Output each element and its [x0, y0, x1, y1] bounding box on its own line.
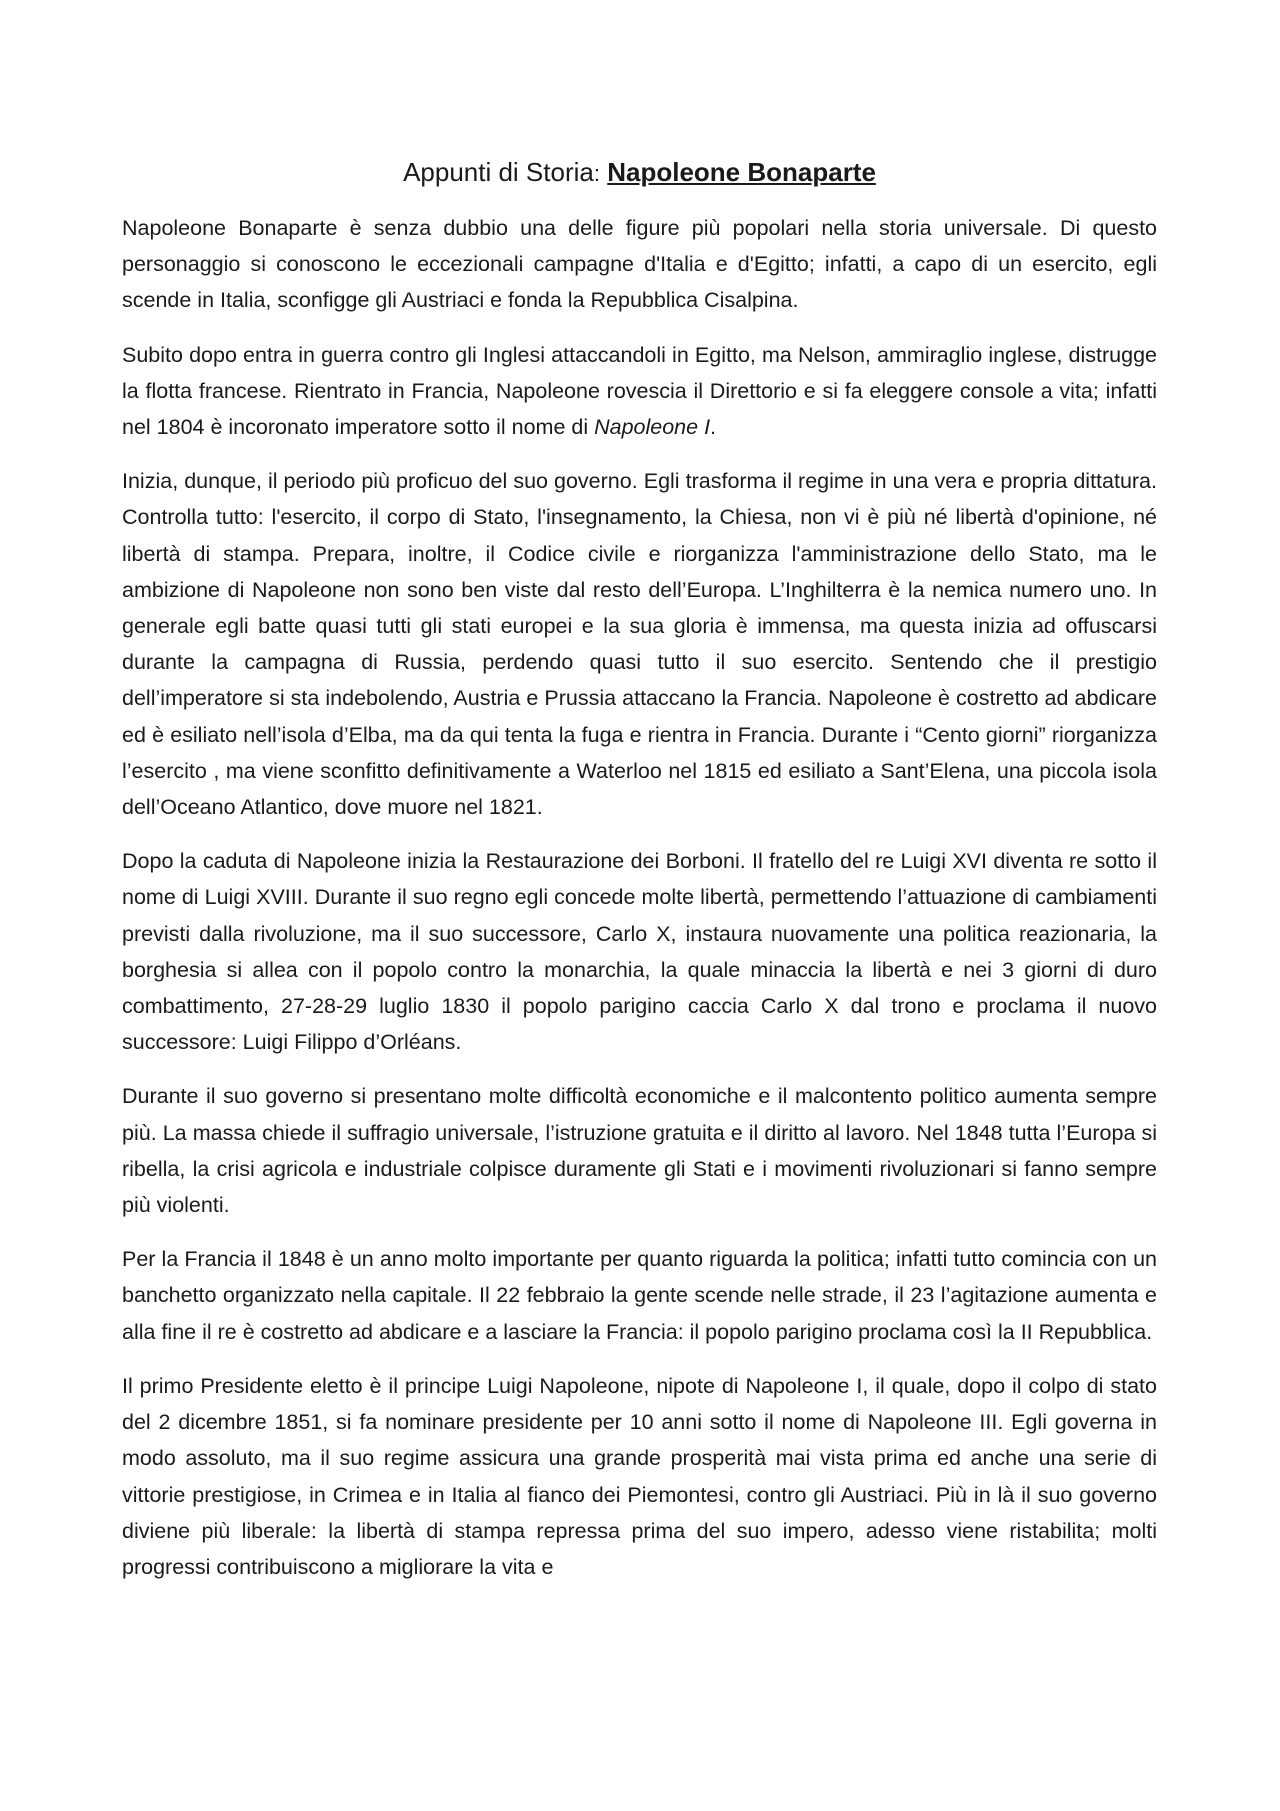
paragraph-4: Dopo la caduta di Napoleone inizia la Restaurazione dei Borboni. Il fratello del re Luigi XVI diventa re sotto il nome di Luigi XVIII. Durante il suo regno egli concede molte libertà, permettendo l’attuazione di cambiamenti previsti dalla rivoluzione, ma il suo successore, Carlo X, instaura nuovamente una politica reazionaria, la borghesia si allea con il popolo contro la monarchia, la quale minaccia la libertà e nei 3 giorni di duro combattimento, 27-28-29 luglio 1830 il popolo parigino caccia Carlo X dal trono e proclama il nuovo successore: Luigi Filippo d’Orléans. [122, 849, 1157, 1055]
title-separator: : [593, 161, 600, 186]
paragraph-2-emphasis: Napoleone I [594, 415, 711, 440]
paragraph-2 [122, 337, 1157, 446]
paragraph-2-text: Subito dopo entra in guerra contro gli Inglesi attaccandoli in Egitto, ma Nelson, ammiraglio inglese, distrugge la flotta francese. Rientrato in Francia, Napoleone rovescia il Direttorio e si fa eleggere console a vita; infatti nel 1804 è incoronato imperatore sotto il nome di [122, 342, 1157, 440]
paragraph-3: Inizia, dunque, il periodo più proficuo del suo governo. Egli trasforma il regime in una vera e propria dittatura. Controlla tutto: l'esercito, il corpo di Stato, l'insegnamento, la Chiesa, non vi è più né libertà d'opinione, né libertà di stampa. Prepara, inoltre, il Codice civile e riorganizza l'amministrazione dello Stato, ma le ambizione di Napoleone non sono ben viste dal resto dell’Europa. L’Inghilterra è la nemica numero uno. In generale egli batte quasi tutti gli stati europei e la sua gloria è immensa, ma questa inizia ad offuscarsi durante la campagna di Russia, perdendo quasi tutto il suo esercito. Sentendo che il prestigio dell’imperatore si sta indebolendo, Austria e Prussia attaccano la Francia. Napoleone è costretto ad abdicare ed è esiliato nell’isola d’Elba, ma da qui tenta la fuga e rientra in Francia. Durante i “Cento giorni” riorganizza l’esercito , ma viene sconfitto definitivamente a Waterloo nel 1815 ed esiliato a Sant’Elena, una piccola isola dell’Oceano Atlantico, dove muore nel 1821. [122, 469, 1157, 820]
paragraph-1: Napoleone Bonaparte è senza dubbio una delle figure più popolari nella storia universale. Di questo personaggio si conoscono le eccezionali campagne d'Italia e d'Egitto; infatti, a capo di un esercito, egli scende in Italia, sconfigge gli Austriaci e fonda la Repubblica Cisalpina. [122, 216, 1157, 313]
page-title [122, 154, 1157, 192]
title-prefix: Appunti di Storia [403, 157, 594, 187]
paragraph-2-end: . [710, 415, 717, 440]
title-subject: Napoleone Bonaparte [607, 157, 876, 187]
paragraph-5: Durante il suo governo si presentano molte difficoltà economiche e il malcontento politico aumenta sempre più. La massa chiede il suffragio universale, l’istruzione gratuita e il diritto al lavoro. Nel 1848 tutta l’Europa si ribella, la crisi agricola e industriale colpisce duramente gli Stati e i movimenti rivoluzionari si fanno sempre più violenti. [122, 1084, 1157, 1218]
paragraph-7: Il primo Presidente eletto è il principe Luigi Napoleone, nipote di Napoleone I, il quale, dopo il colpo di stato del 2 dicembre 1851, si fa nominare presidente per 10 anni sotto il nome di Napoleone III. Egli governa in modo assoluto, ma il suo regime assicura una grande prosperità mai vista prima ed anche una serie di vittorie prestigiose, in Crimea e in Italia al fianco dei Piemontesi, contro gli Austriaci. Più in là il suo governo diviene più liberale: la libertà di stampa repressa prima del suo impero, adesso viene ristabilita; molti progressi contribuiscono a migliorare la vita e [122, 1373, 1157, 1579]
paragraph-6: Per la Francia il 1848 è un anno molto importante per quanto riguarda la politica; infatti tutto comincia con un banchetto organizzato nella capitale. Il 22 febbraio la gente scende nelle strade, il 23 l’agitazione aumenta e alla fine il re è costretto ad abdicare e a lasciare la Francia: il popolo parigino proclama così la II Repubblica. [122, 1247, 1157, 1344]
